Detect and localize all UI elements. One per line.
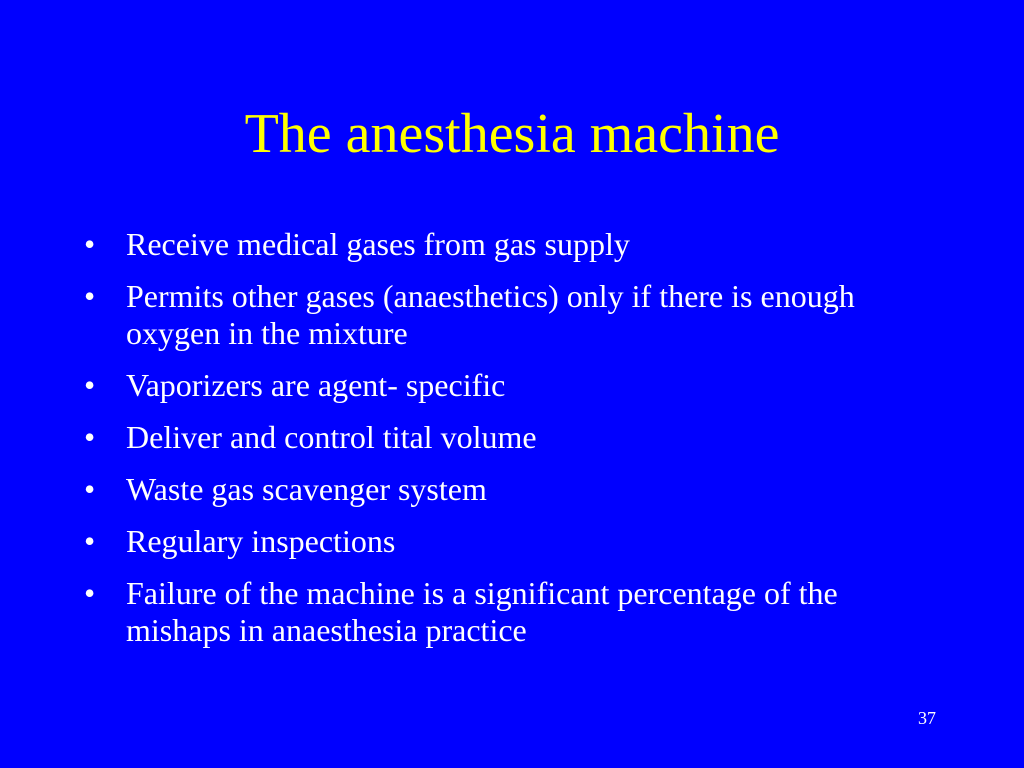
bullet-text: Failure of the machine is a significant percentage of the mishaps in anaesthesia practice (126, 575, 838, 648)
bullet-item (84, 471, 944, 508)
bullet-dot-icon: • (84, 278, 96, 314)
bullet-item (84, 419, 944, 456)
bullet-dot-icon: • (84, 523, 96, 559)
bullet-dot-icon: • (84, 419, 96, 455)
slide-title: The anesthesia machine (244, 103, 780, 165)
bullet-text: Receive medical gases from gas supply (126, 226, 630, 262)
bullet-text: Regulary inspections (126, 523, 396, 559)
bullet-dot-icon: • (84, 471, 96, 507)
bullet-list (84, 226, 944, 664)
bullet-item (84, 367, 944, 404)
bullet-item (84, 523, 944, 560)
bullet-text: Permits other gases (anaesthetics) only if there is enough oxygen in the mixture (126, 278, 855, 351)
bullet-item (84, 278, 944, 352)
bullet-item (84, 226, 944, 263)
bullet-item (84, 575, 944, 649)
bullet-text: Waste gas scavenger system (126, 471, 487, 507)
bullet-dot-icon: • (84, 367, 96, 403)
bullet-dot-icon: • (84, 226, 96, 262)
bullet-text: Vaporizers are agent- specific (126, 367, 506, 403)
slide-number: 37 (918, 708, 936, 728)
bullet-dot-icon: • (84, 575, 96, 611)
bullet-text: Deliver and control tital volume (126, 419, 537, 455)
